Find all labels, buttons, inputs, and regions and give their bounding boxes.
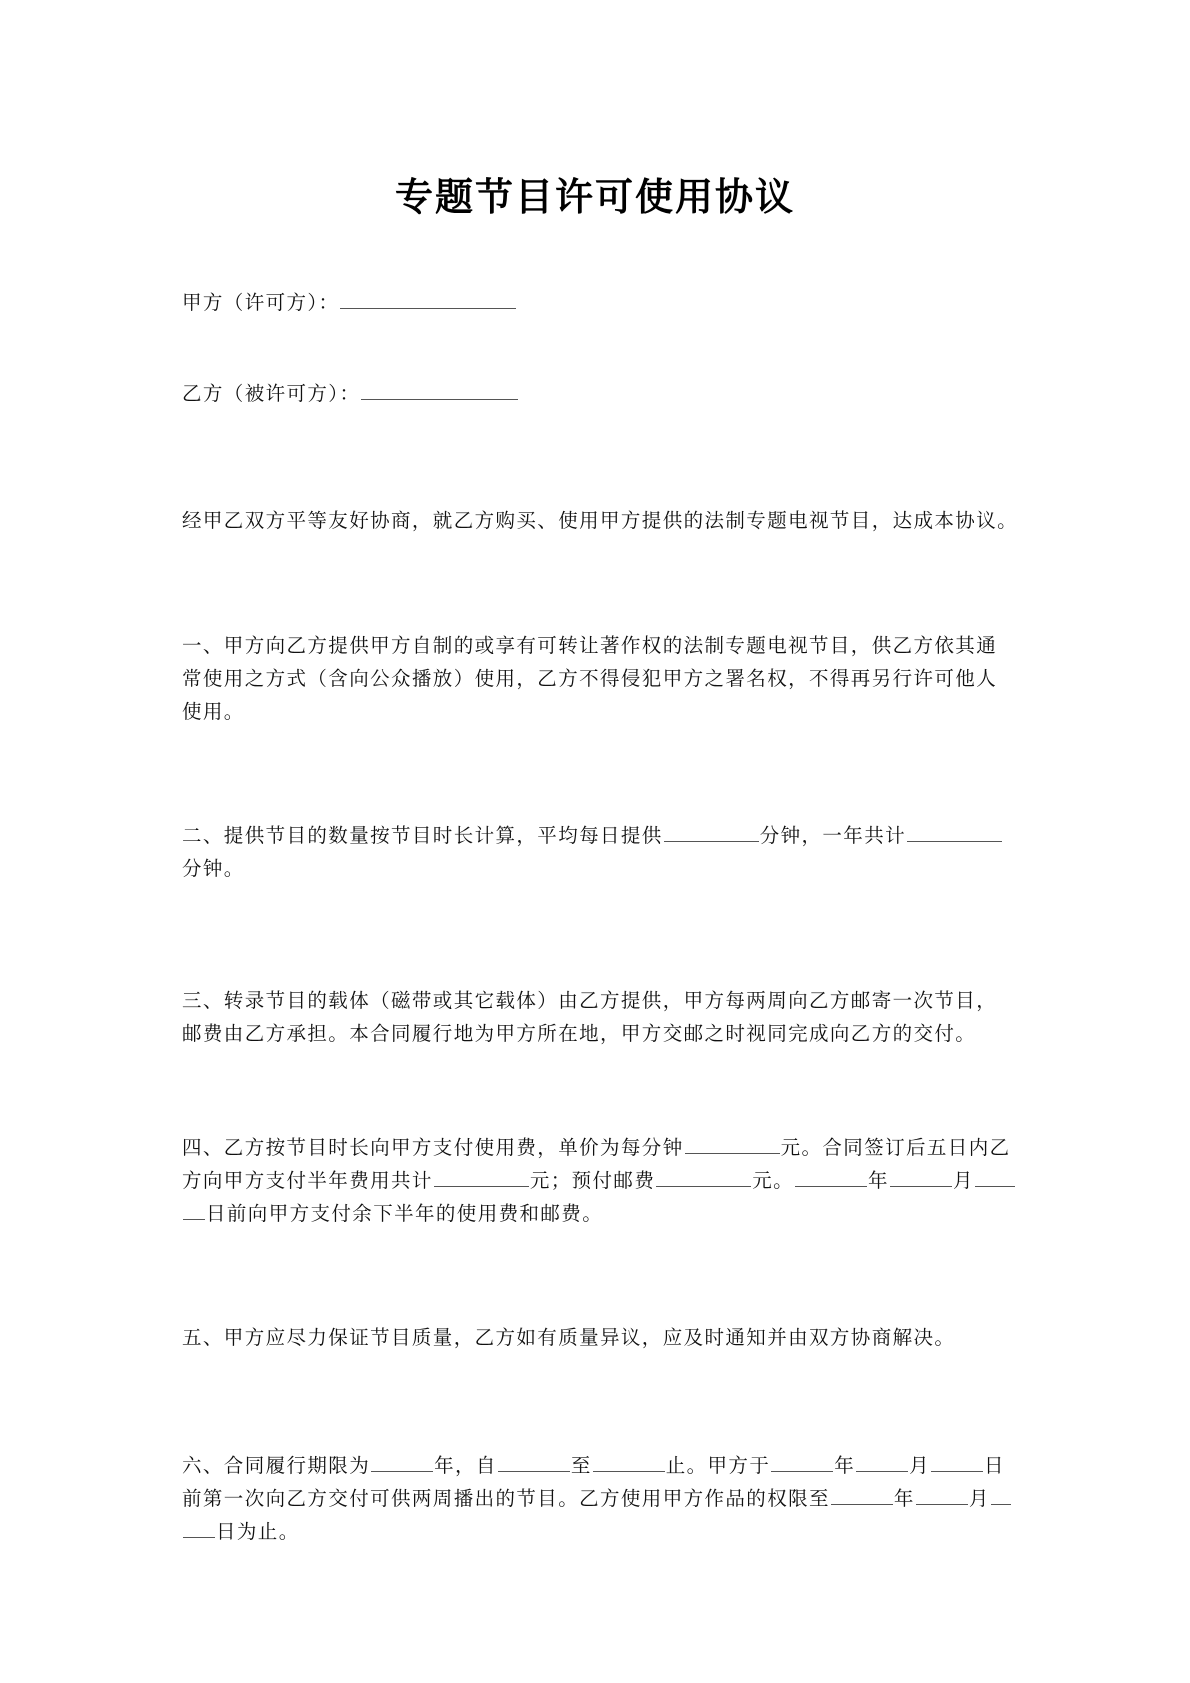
clause-6-text: 止。甲方于 <box>665 1454 771 1477</box>
clause-1-line: 使用。 <box>182 700 245 723</box>
clause-6-text: 日 <box>984 1454 1005 1477</box>
pay-day-blank[interactable] <box>975 1185 1015 1187</box>
price-per-minute-blank[interactable] <box>685 1152 780 1154</box>
clause-4-text: 方向甲方支付半年费用共计 <box>182 1169 433 1192</box>
end-month-blank[interactable] <box>916 1503 968 1505</box>
clause-4 <box>182 1131 1018 1230</box>
end-year-blank[interactable] <box>831 1503 893 1505</box>
clause-6-text: 至 <box>570 1454 592 1477</box>
clause-3-line: 邮费由乙方承担。本合同履行地为甲方所在地，甲方交邮之时视同完成向乙方的交付。 <box>182 1022 977 1045</box>
party-b-line <box>182 377 1018 410</box>
clause-6-text: 六、合同履行期限为 <box>182 1454 371 1477</box>
pay-year-blank[interactable] <box>795 1185 867 1187</box>
clause-6-text: 月 <box>909 1454 931 1477</box>
clause-2-text: 分钟。 <box>182 857 245 880</box>
pay-month-blank[interactable] <box>890 1185 952 1187</box>
clause-2 <box>182 819 1018 885</box>
clause-6-text: 年，自 <box>434 1454 497 1477</box>
intro-paragraph: 经甲乙双方平等友好协商，就乙方购买、使用甲方提供的法制专题电视节目，达成本协议。 <box>182 509 1019 532</box>
term-to-blank[interactable] <box>593 1470 665 1472</box>
term-from-blank[interactable] <box>498 1470 570 1472</box>
clause-1-line: 一、甲方向乙方提供甲方自制的或享有可转让著作权的法制专题电视节目，供乙方依其通 <box>182 634 998 657</box>
prepaid-postage-blank[interactable] <box>656 1185 751 1187</box>
first-day-blank[interactable] <box>931 1470 983 1472</box>
daily-minutes-blank[interactable] <box>664 840 759 842</box>
pay-day-blank-cont[interactable] <box>183 1218 205 1220</box>
first-year-blank[interactable] <box>771 1470 833 1472</box>
yearly-minutes-blank[interactable] <box>907 840 1002 842</box>
clause-4-text: 元；预付邮费 <box>529 1169 656 1192</box>
party-a-label: 甲方（许可方）： <box>182 291 340 314</box>
party-a-line <box>182 286 1018 319</box>
end-day-blank[interactable] <box>991 1503 1011 1505</box>
clause-5: 五、甲方应尽力保证节目质量，乙方如有质量异议，应及时通知并由双方协商解决。 <box>182 1326 956 1349</box>
clause-6-text: 月 <box>968 1487 990 1510</box>
clause-6-text: 年 <box>834 1454 856 1477</box>
clause-6-text: 日为止。 <box>216 1520 300 1543</box>
clause-6-text: 年 <box>893 1487 915 1510</box>
document-title: 专题节目许可使用协议 <box>394 175 795 219</box>
first-month-blank[interactable] <box>856 1470 908 1472</box>
half-year-fee-blank[interactable] <box>434 1185 529 1187</box>
clause-1-line: 常使用之方式（含向公众播放）使用，乙方不得侵犯甲方之署名权，不得再另行许可他人 <box>182 667 998 690</box>
clause-2-text: 二、提供节目的数量按节目时长计算，平均每日提供 <box>182 824 663 847</box>
clause-3 <box>182 984 1018 1050</box>
clause-1 <box>182 629 1018 728</box>
clause-4-text: 元。合同签订后五日内乙 <box>780 1136 1011 1159</box>
clause-4-text: 四、乙方按节目时长向甲方支付使用费，单价为每分钟 <box>182 1136 684 1159</box>
clause-6 <box>182 1449 1018 1548</box>
clause-6-text: 前第一次向乙方交付可供两周播出的节目。乙方使用甲方作品的权限至 <box>182 1487 830 1510</box>
clause-4-text: 日前向甲方支付余下半年的使用费和邮费。 <box>206 1202 604 1225</box>
clause-2-text: 分钟，一年共计 <box>759 824 907 847</box>
party-b-label: 乙方（被许可方）： <box>182 382 361 405</box>
term-years-blank[interactable] <box>371 1470 433 1472</box>
party-b-blank[interactable] <box>361 398 518 400</box>
clause-3-line: 三、转录节目的载体（磁带或其它载体）由乙方提供，甲方每两周向乙方邮寄一次节目， <box>182 989 998 1012</box>
party-a-blank[interactable] <box>340 307 516 309</box>
clause-4-text: 年 <box>868 1169 889 1192</box>
end-day-blank-cont[interactable] <box>183 1536 215 1538</box>
clause-4-text: 元。 <box>752 1169 795 1192</box>
clause-4-text: 月 <box>952 1169 974 1192</box>
